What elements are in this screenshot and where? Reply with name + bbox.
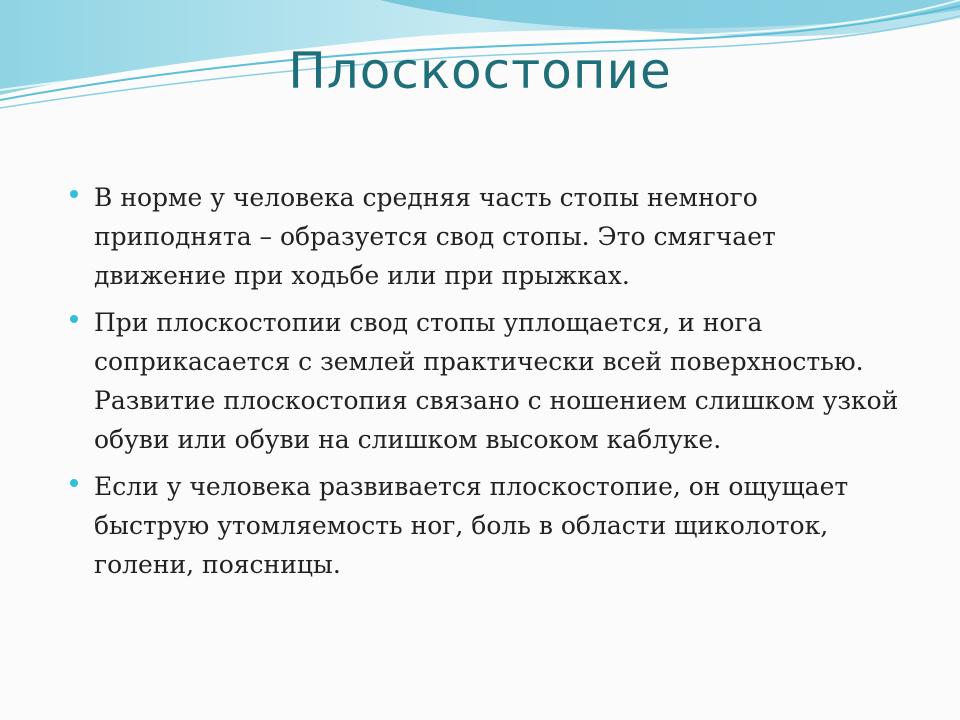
bullet-icon (70, 315, 78, 323)
bullet-icon (70, 479, 78, 487)
bullet-text: В норме у человека средняя часть стопы немного приподнята – образуется свод стопы. Это смягчает движение при ходьбе или при прыжках. (94, 183, 776, 290)
bullet-text: При плоскостопии свод стопы уплощается, и нога соприкасается с землей практически всей поверхностью. Развитие плоскостопия связано с ношением слишком узкой обуви или обуви на слишком высоком каблуке. (94, 308, 899, 454)
bullet-item (70, 178, 900, 295)
bullet-item (70, 467, 900, 584)
bullet-item (70, 303, 900, 459)
bullet-text: Если у человека развивается плоскостопие, он ощущает быструю утомляемость ног, боль в области щиколоток, голени, поясницы. (94, 472, 849, 579)
slide-title: Плоскостопие (288, 42, 672, 100)
bullet-list (70, 178, 900, 592)
bullet-icon (70, 190, 78, 198)
